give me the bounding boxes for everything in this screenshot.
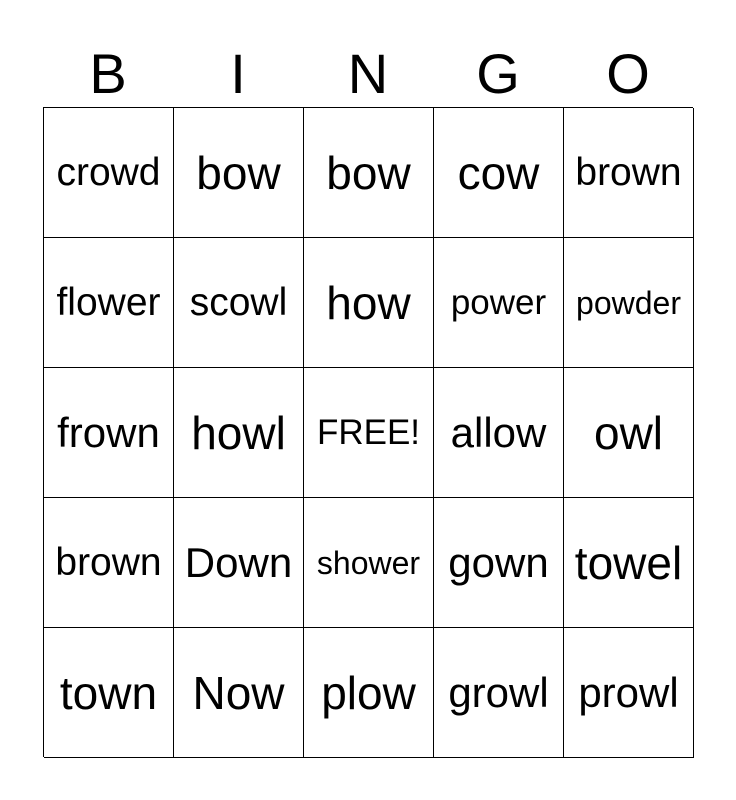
bingo-cell-r2-c3[interactable]: how xyxy=(304,238,434,368)
bingo-cell-r4-c1[interactable]: brown xyxy=(44,498,174,628)
bingo-cell-r1-c5[interactable]: brown xyxy=(564,108,694,238)
bingo-cell-r5-c1[interactable]: town xyxy=(44,628,174,758)
bingo-cell-r3-c1[interactable]: frown xyxy=(44,368,174,498)
header-letter-o: O xyxy=(606,42,650,105)
bingo-cell-r4-c3[interactable]: shower xyxy=(304,498,434,628)
bingo-cell-r2-c4[interactable]: power xyxy=(434,238,564,368)
bingo-cell-r1-c2[interactable]: bow xyxy=(174,108,304,238)
bingo-cell-r2-c2[interactable]: scowl xyxy=(174,238,304,368)
bingo-header xyxy=(43,42,693,106)
bingo-cell-r5-c4[interactable]: growl xyxy=(434,628,564,758)
bingo-grid xyxy=(43,107,693,757)
bingo-cell-r1-c3[interactable]: bow xyxy=(304,108,434,238)
bingo-cell-r4-c4[interactable]: gown xyxy=(434,498,564,628)
bingo-cell-r4-c5[interactable]: towel xyxy=(564,498,694,628)
header-letter-n: N xyxy=(347,42,389,105)
bingo-cell-r5-c5[interactable]: prowl xyxy=(564,628,694,758)
bingo-cell-r1-c4[interactable]: cow xyxy=(434,108,564,238)
bingo-cell-r5-c3[interactable]: plow xyxy=(304,628,434,758)
bingo-cell-r3-c5[interactable]: owl xyxy=(564,368,694,498)
header-letter-b: B xyxy=(89,42,127,105)
bingo-cell-r5-c2[interactable]: Now xyxy=(174,628,304,758)
bingo-cell-r3-c3[interactable]: FREE! xyxy=(304,368,434,498)
bingo-cell-r4-c2[interactable]: Down xyxy=(174,498,304,628)
bingo-cell-r3-c2[interactable]: howl xyxy=(174,368,304,498)
bingo-cell-r1-c1[interactable]: crowd xyxy=(44,108,174,238)
header-letter-i: I xyxy=(230,42,246,105)
header-letter-g: G xyxy=(476,42,520,105)
bingo-cell-r2-c1[interactable]: flower xyxy=(44,238,174,368)
bingo-cell-r2-c5[interactable]: powder xyxy=(564,238,694,368)
bingo-cell-r3-c4[interactable]: allow xyxy=(434,368,564,498)
